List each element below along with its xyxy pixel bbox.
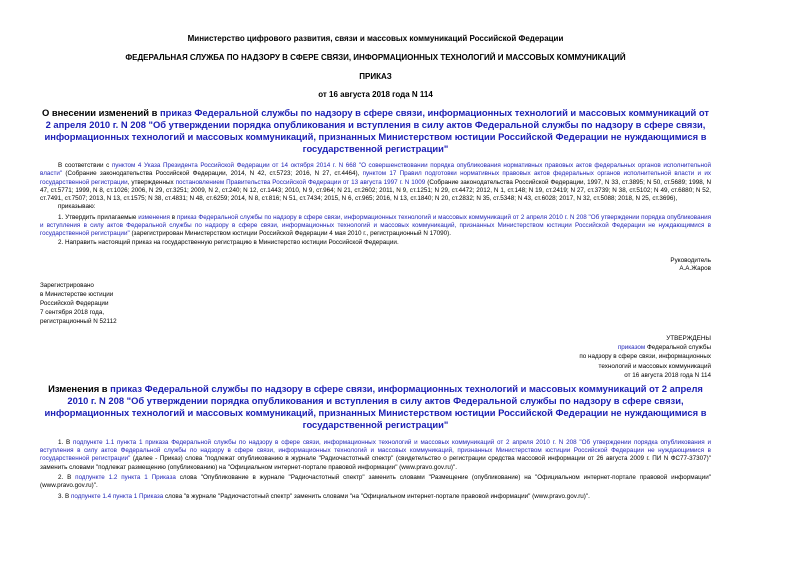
resolution-1009-link[interactable]: постановлением Правительства Российской Федерации от 13 августа 1997 г. N 1009 [175,178,426,186]
change-1 [40,439,711,472]
order-title-link[interactable]: приказ Федеральной службы по надзору в сфере связи, информационных технологий и массовых коммуникаций от 2 апреля 2010 г. N 208 "Об утверждении порядка опубликования и вступления в силу актов Федеральной службы по надзору в сфере связи, информационных технологий и массовых коммуникаций, признанных Министерством юстиции Российской Федерации не нуждающимися в государственной регистрации" [44,107,710,154]
signature-role: Руководитель [670,256,711,264]
item-1-text-c: (зарегистрирован Министерством юстиции Российской Федерации 4 мая 2010 г., регистрационный N 17090). [129,230,451,238]
change-3 [40,493,711,501]
registration-line: Зарегистрировано [40,281,94,289]
changes-title-link[interactable]: приказ Федеральной службы по надзору в сфере связи, информационных технологий и массовых коммуникаций от 2 апреля 2010 г. N 208 "Об утверждении порядка опубликования и вступления в силу актов Федеральной службы по надзору в сфере связи, информационных технологий и массовых коммуникаций, признанных Министерством юстиции Российской Федерации не нуждающимися в государственной регистрации" [44,382,707,430]
changes-title [40,383,711,431]
approved-heading: УТВЕРЖДЕНЫ [666,335,711,343]
registration-line: регистрационный N 52112 [40,318,117,326]
signature-block [40,257,711,274]
change-2 [40,474,711,491]
rules-17-link[interactable]: пунктом 17 Правил подготовки нормативных правовых актов федеральных органов исполнительной власти и их государственной регистрации [40,170,711,186]
order-title-prefix: О внесении изменений в [41,107,160,118]
preamble-text-b: (Собрание законодательства Российской Федерации, 2014, N 42, ст.5723; 2016, N 27, ст.4464), [62,170,363,178]
change-1-text-a: 1. В [58,438,74,446]
approved-line-1-text: Федеральной службы [645,344,711,352]
approved-line: по надзору в сфере связи, информационных [579,353,711,361]
approved-line-1 [40,343,711,352]
doc-type-heading: ПРИКАЗ [359,72,392,81]
change-2-text-a: 2. В [58,474,76,481]
change-3-text-a: 3. В [58,492,71,500]
order-208-link[interactable]: приказ Федеральной службы по надзору в сфере связи, информационных технологий и массовых коммуникаций от 2 апреля 2010 г. N 208 "Об утверждении порядка опубликования и вступления в силу актов Федеральной службы по надзору в сфере связи, информационных технологий и массовых коммуникаций, признанных Министерством юстиции Российской Федерации не нуждающимися в государственной регистрации" [40,213,711,238]
registration-line: 7 сентября 2018 года, [40,308,105,316]
changes-title-prefix: Изменения в [48,382,111,394]
preamble-text-a: В соответствии с [58,162,112,169]
registration-block [40,281,711,327]
ministry-heading: Министерство цифрового развития, связи и массовых коммуникаций Российской Федерации [187,34,564,43]
approved-line: технологий и массовых коммуникаций [598,362,711,370]
subclause-1-2-link[interactable]: подпункте 1.2 пункта 1 Приказа [75,474,176,481]
changes-link[interactable]: изменения [138,213,170,221]
preamble-text-c: , утвержденных [127,178,176,186]
change-1-order-link[interactable]: приказа Федеральной службы по надзору в сфере связи, информационных технологий и массовых коммуникаций от 2 апреля 2010 г. N 208 "Об утверждении порядка опубликования и вступления в силу актов Федеральной службы по надзору в сфере связи, информационных технологий и массовых коммуникаций, признанных Министерством юстиции Российской Федерации не нуждающимися в государственной регистрации" [40,438,712,463]
item-2: 2. Направить настоящий приказ на государственную регистрацию в Министерство юстиции Российской Федерации. [58,238,399,246]
preamble-text-d: (Собрание законодательства Российской Федерации, 1997, N 33, ст.3895; N 50, ст.5689; 1998, N 47, ст.5771; 1999, N 8, ст.1026; 2006, N 29, ст.3251; 2009, N 2, ст.240; N 12, ст.1443; 2010, N 9, ст.964; N 21, ст.2602; 2011, N 9, ст.1251; N 29, ст.4472; 2012, N 1, ст.148; N 19, ст.2419; N 27, ст.3739; N 38, ст.5102; N 49, ст.6880; N 52, ст.7491, ст.7507; 2013, N 13, ст.1575; N 38, ст.4831; N 48, ст.6259; 2014, N 8, ст.816; N 51, ст.7434; 2015, N 6, ст.965; 2016, N 13, ст.1840; N 20, ст.2832; N 35, ст.5348; N 43, ст.6028; 2017, N 32, ст.5088; 2018, N 25, ст.3696), [40,178,711,203]
item-1-text-b: в [169,213,177,221]
registration-line: Российской Федерации [40,299,109,307]
decree-668-link[interactable]: пунктом 4 Указа Президента Российской Федерации от 14 октября 2014 г. N 668 "О совершенствовании порядка опубликования нормативных правовых актов федеральных органов исполнительной власти" [40,162,711,178]
change-3-text-b: слова "в журнале "Радиочастотный спектр" заменить словами "на "Официальном интернет-портале правовой информации" (www.pravo.gov.ru)". [163,492,590,500]
preamble-paragraph [40,162,711,203]
signature-name: А.А.Жаров [679,265,711,273]
change-1-text-c: (далее - Приказ) слова "подлежат опубликованию в журнале "Радиочастотный спектр" (свидетельство о регистрации средства массовой информации от 26 августа 2009 г. ПИ N ФС77-37307)" заменить словами "подлежат размещению (опубликованию) на "Официальном интернет-портале правовой информации" (www.pravo.gov.ru)". [40,455,711,471]
service-heading: ФЕДЕРАЛЬНАЯ СЛУЖБА ПО НАДЗОРУ В СФЕРЕ СВЯЗИ, ИНФОРМАЦИОННЫХ ТЕХНОЛОГИЙ И МАССОВЫХ КОММУНИКАЦИЙ [125,53,626,62]
subclause-1-1-link[interactable]: подпункте 1.1 пункта 1 [73,438,143,446]
orders-line: приказываю: [58,203,96,211]
order-title [40,107,711,155]
registration-line: в Министерстве юстиции [40,290,114,298]
item-1 [40,214,711,239]
approved-line: от 16 августа 2018 года N 114 [624,371,711,379]
change-2-text-b: слова "Опубликование в журнале "Радиочастотный спектр" заменить словами "Размещение (опубликование) на "Официальном интернет-портале правовой информации" (www.pravo.gov.ru)". [40,474,711,490]
subclause-1-4-link[interactable]: подпункте 1.4 пункта 1 Приказа [70,492,164,500]
date-number-heading: от 16 августа 2018 года N 114 [318,90,433,99]
item-1-text-a: 1. Утвердить прилагаемые [58,213,139,221]
approved-block [40,334,711,380]
approved-order-link[interactable]: приказом [617,344,646,352]
